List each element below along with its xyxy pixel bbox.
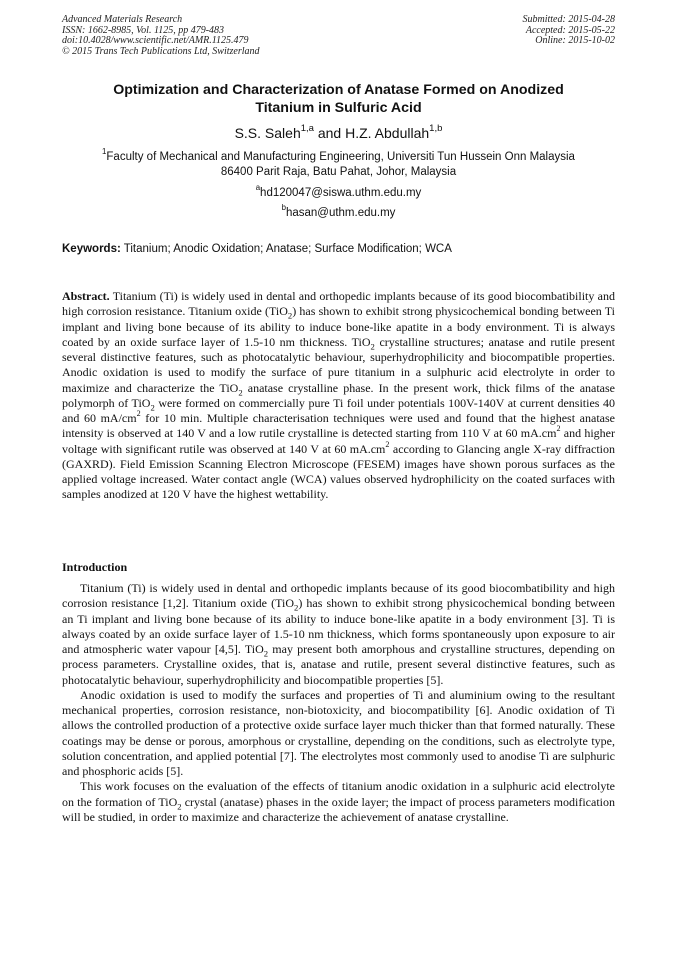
- journal-name: Advanced Materials Research: [62, 14, 183, 25]
- abstract-text: and higher voltage with significant rutile was observed at 140 V at 60 mA.cm: [62, 426, 615, 456]
- abstract-text: crystalline structures; anatase and rutile present several distinctive features, such as photocatalytic behaviour, superhydrophilicity and biocompatible properties. Anodic oxidation is used to modify the surface of pure titanium in a sulphuric acid electrolyte in order to maximize and characterize the TiO: [62, 334, 615, 395]
- paper-title: [62, 82, 615, 117]
- subscript: 2: [370, 341, 375, 352]
- affiliation-mark: 1: [102, 147, 107, 157]
- abstract-text: according to Glancing angle X-ray diffraction (GAXRD). Field Emission Scanning Electron Microscope (FESEM) images have shown porous surfaces as the applied voltage increased. Water contact angle (WCA) values observed hydrophilicity on the coated surfaces with samples anodized at 120 V have the highest wettability.: [62, 441, 616, 502]
- paragraph-text: Titanium (Ti) is widely used in dental and orthopedic implants because of its good biocombatibility and high corrosion resistance [1,2]. Titanium oxide (TiO: [62, 581, 615, 611]
- online-date: Online: 2015-10-02: [535, 35, 615, 47]
- abstract: [62, 289, 615, 503]
- abstract-text: were formed on commercially pure Ti foil under potentials 100V-140V at current densities 40 and 60 mA/cm: [62, 395, 615, 425]
- paragraph: [62, 779, 615, 825]
- subscript: 2: [287, 310, 293, 321]
- email-mark: a: [255, 183, 261, 193]
- subscript: 2: [177, 800, 182, 811]
- author-list: [62, 124, 615, 142]
- paragraph: Anodic oxidation is used to modify the surfaces and properties of Ti and aluminium owing to the resultant mechanical properties, corrosion resistance, non-biotoxicity, and biocompatibility [6]. Anodic oxidation of Ti allows the controlled production of a protective oxide surface layer much thicker than that formed naturally. These coatings may be dense or porous, amorphous or crystalline, depending on the conditions, such as electrolyte type, solution concentration, and applied potential [7]. The electrolytes most commonly used to anodise Ti are sulphuric and phosphoric acids [5].: [62, 687, 615, 778]
- subscript: 2: [238, 386, 243, 397]
- author-affiliation-mark: 1,b: [429, 123, 443, 135]
- superscript: 2: [556, 424, 561, 434]
- author-affiliation-mark: 1,a: [300, 123, 314, 135]
- accepted-date: Accepted: 2015-05-22: [525, 24, 615, 36]
- affiliation-text: Faculty of Mechanical and Manufacturing Engineering, Universiti Tun Hussein Onn Malaysia: [106, 151, 575, 163]
- paragraph-text: ) has shown to exhibit strong physicochemical bonding between an Ti implant and living bone because of its ability to induce bone-like apatite in a body environment [3]. Ti is always coated by an oxide surface layer of 1.5-10 nm thickness, which forms spontaneously upon exposure to air and atmospheric water vapour [4,5]. TiO: [62, 596, 615, 656]
- author-name: S.S. Saleh: [234, 125, 301, 141]
- journal-copyright: © 2015 Trans Tech Publications Ltd, Switzerland: [62, 45, 260, 57]
- superscript: 2: [136, 409, 141, 419]
- superscript: 2: [385, 439, 390, 449]
- author-conjunction: and: [313, 125, 346, 141]
- author-name: H.Z. Abdullah: [345, 125, 430, 141]
- abstract-text: anatase crystalline phase. In the present work, thick films of the anatase polymorph of TiO: [62, 380, 615, 410]
- keywords-label: Keywords:: [62, 243, 121, 255]
- affiliation: [62, 147, 615, 179]
- abstract-text: for 10 min. Multiple characterisation techniques were used and found that the highest anatase intensity is observed at 140 V and a low rutile crystalline is detected starting from 110 V at 60 mA.cm: [62, 411, 615, 441]
- subscript: 2: [150, 402, 155, 413]
- author-email: [62, 203, 615, 220]
- journal-doi: doi:10.4028/www.scientific.net/AMR.1125.479: [62, 35, 249, 47]
- publication-dates: [523, 15, 616, 47]
- paragraph: [62, 581, 615, 688]
- paragraph-text: crystal (anatase) phases in the oxide layer; the impact of process parameters modification will be studied, in order to maximize and characterize the achievement of anatase crystalline.: [62, 794, 615, 824]
- affiliation-line-2: 86400 Parit Raja, Batu Pahat, Johor, Malaysia: [220, 165, 457, 178]
- introduction-body: [62, 581, 615, 825]
- author-email: [62, 183, 615, 200]
- journal-info: [62, 15, 260, 57]
- keywords-list: Titanium; Anodic Oxidation; Anatase; Surface Modification; WCA: [120, 243, 452, 255]
- email-address: hasan@uthm.edu.my: [285, 207, 396, 219]
- affiliation-line-1: [62, 147, 615, 165]
- submitted-date: Submitted: 2015-04-28: [522, 14, 615, 25]
- title-line-1: Optimization and Characterization of Anatase Formed on Anodized: [113, 82, 564, 98]
- email-address: hd120047@siswa.uthm.edu.my: [260, 187, 422, 199]
- paragraph-text: This work focuses on the evaluation of the effects of titanium anodic oxidation in a sulphuric acid electrolyte on the formation of TiO: [62, 779, 615, 809]
- keywords: [62, 242, 615, 256]
- abstract-text: Titanium (Ti) is widely used in dental and orthopedic implants because of its good biocombatibility and high corrosion resistance. Titanium oxide (TiO: [62, 289, 615, 319]
- abstract-label: Abstract.: [62, 289, 110, 303]
- email-mark: b: [281, 203, 286, 213]
- journal-issn: ISSN: 1662-8985, Vol. 1125, pp 479-483: [62, 24, 225, 36]
- abstract-text: ) has shown to exhibit strong physicochemical bonding between Ti implant and living bone because of its ability to induce bone-like apatite in a body environment. Ti is always coated by an oxide surface layer of 1.5-10 nm thickness. TiO: [62, 304, 616, 349]
- subscript: 2: [294, 602, 299, 613]
- subscript: 2: [263, 648, 269, 659]
- title-line-2: Titanium in Sulfuric Acid: [255, 99, 422, 116]
- section-heading-introduction: Introduction: [62, 560, 128, 574]
- paragraph-text: may present both amorphous and crystalline structures, depending on process parameters. Crystalline oxides, that is, anatase and rutile, present several distinctive features, such as photocatalytic behaviour, superhydrophilicity and biocompatible properties [5].: [62, 642, 615, 687]
